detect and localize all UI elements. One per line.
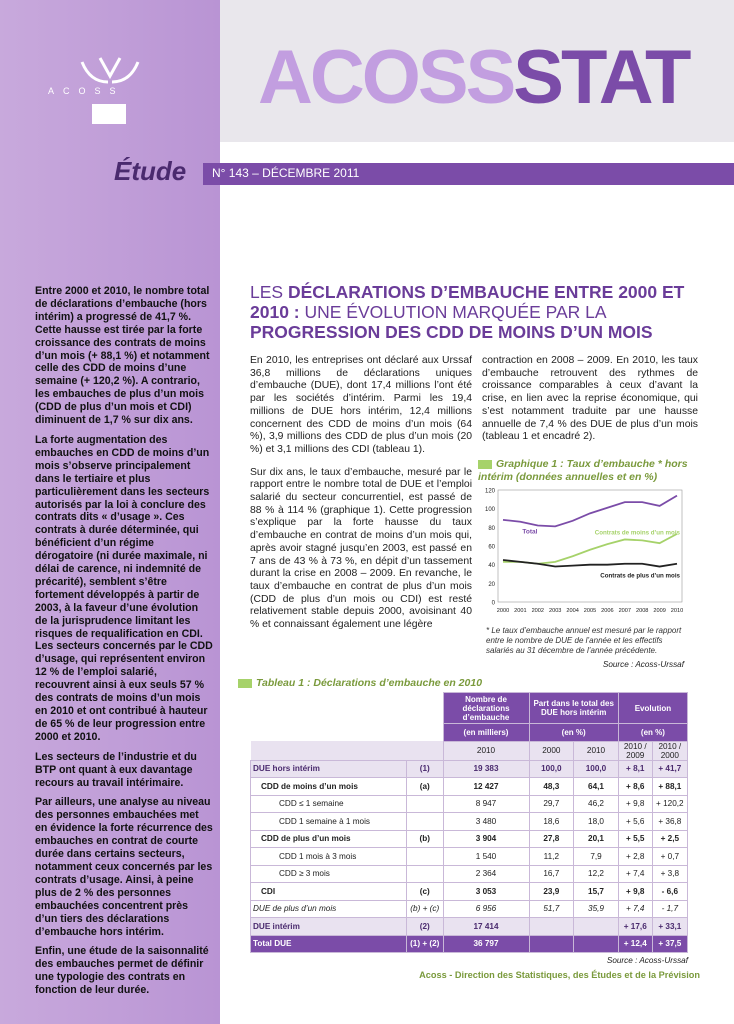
header-unit: (en milliers) — [443, 724, 529, 742]
row-code — [407, 795, 444, 813]
row-value: + 3,8 — [652, 865, 687, 883]
year-header: 2010 — [443, 741, 529, 760]
row-value: 51,7 — [529, 900, 574, 918]
row-value: 64,1 — [574, 778, 619, 796]
row-value: 18,0 — [574, 813, 619, 831]
row-code — [407, 848, 444, 866]
section-label: Étude — [114, 156, 187, 186]
row-value: 17 414 — [443, 918, 529, 936]
brand-part2: STAT — [513, 35, 689, 120]
row-value: 46,2 — [574, 795, 619, 813]
series-label: Total — [522, 528, 538, 536]
title-part: DÉCLARATIONS D’EMBAUCHE ENTRE 2000 ET 2010 : — [250, 282, 685, 322]
row-label: CDD 1 mois à 3 mois — [251, 848, 407, 866]
row-label: DUE hors intérim — [251, 760, 407, 778]
x-tick-label: 2004 — [566, 608, 579, 614]
row-value: - 6,6 — [652, 883, 687, 901]
row-value: 1 540 — [443, 848, 529, 866]
table-title: Tableau 1 : Déclarations d’embauche en 2010 — [238, 677, 708, 689]
row-value — [529, 918, 574, 936]
table-row — [251, 935, 688, 953]
summary-paragraph: Entre 2000 et 2010, le nombre total de déclarations d’embauche (hors intérim) a progressé de 41,7 %. Cette hausse est tirée par la forte croissance des contrats de moins d’un mois (+ 88,1 %) et notamment celle des CDD de moins d’une semaine (+ 120,2 %). A contrario, les embauches de plus d’un mois (CDD de plus d’un mois et CDI) diminuent de 1,7 % sur dix ans. — [35, 285, 210, 427]
table-row — [251, 883, 688, 901]
year-header: 2010 — [574, 741, 619, 760]
row-code: (2) — [407, 918, 444, 936]
footer: Acoss - Direction des Statistiques, des Études et de la Prévision — [419, 970, 700, 980]
year-header: 2010 / 2009 — [618, 741, 652, 760]
x-tick-label: 2006 — [601, 608, 614, 614]
row-label: CDI — [251, 883, 407, 901]
chart-note: * Le taux d’embauche annuel est mesuré par le rapport entre le nombre de DUE de l’année et les effectifs salariés au 31 décembre de l’année précédente. — [486, 626, 682, 655]
row-value: + 9,8 — [618, 883, 652, 901]
brand-part1: ACOSS — [258, 35, 514, 120]
row-code — [407, 813, 444, 831]
row-label: DUE de plus d’un mois — [251, 900, 407, 918]
row-value: + 5,6 — [618, 813, 652, 831]
x-tick-label: 2008 — [635, 608, 649, 614]
header-part: Part dans le total des DUE hors intérim — [529, 693, 618, 724]
row-value: 8 947 — [443, 795, 529, 813]
data-table — [250, 692, 688, 953]
y-tick-label: 80 — [488, 525, 495, 532]
row-value: + 41,7 — [652, 760, 687, 778]
issue-number: N° 143 – DÉCEMBRE 2011 — [212, 166, 360, 180]
x-tick-label: 2003 — [548, 608, 562, 614]
row-value: + 37,5 — [652, 935, 687, 953]
chart — [478, 484, 688, 624]
row-value: 3 480 — [443, 813, 529, 831]
x-tick-label: 2007 — [618, 608, 632, 614]
row-value: - 1,7 — [652, 900, 687, 918]
row-value: 7,9 — [574, 848, 619, 866]
body-column-2 — [482, 355, 698, 444]
table-row — [251, 865, 688, 883]
row-code: (b) — [407, 830, 444, 848]
row-value: + 8,6 — [618, 778, 652, 796]
row-value: 12 427 — [443, 778, 529, 796]
table-row — [251, 918, 688, 936]
table-row — [251, 778, 688, 796]
row-value — [574, 935, 619, 953]
row-label: Total DUE — [251, 935, 407, 953]
row-value: 23,9 — [529, 883, 574, 901]
row-value: 100,0 — [529, 760, 574, 778]
chart-title: Graphique 1 : Taux d’embauche * hors intérim (données annuelles et en %) — [478, 458, 688, 483]
table-source: Source : Acoss-Urssaf — [606, 956, 688, 965]
row-value: + 120,2 — [652, 795, 687, 813]
title-part: UNE ÉVOLUTION MARQUÉE PAR LA — [299, 302, 606, 322]
row-value — [529, 935, 574, 953]
row-code: (a) — [407, 778, 444, 796]
article-title — [250, 282, 690, 342]
row-value: + 12,4 — [618, 935, 652, 953]
row-value: 3 904 — [443, 830, 529, 848]
y-tick-label: 0 — [491, 600, 495, 607]
row-value: + 17,6 — [618, 918, 652, 936]
row-value: 15,7 — [574, 883, 619, 901]
series-label: Contrats de plus d’un mois — [600, 572, 680, 580]
header-unit: (en %) — [529, 724, 618, 742]
x-tick-label: 2005 — [583, 608, 597, 614]
y-tick-label: 100 — [484, 507, 495, 514]
plot-area — [498, 490, 682, 602]
x-tick-label: 2001 — [514, 608, 527, 614]
row-value: + 2,5 — [652, 830, 687, 848]
header-evolution: Evolution — [618, 693, 687, 724]
row-value — [574, 918, 619, 936]
row-value: 6 956 — [443, 900, 529, 918]
row-value: 12,2 — [574, 865, 619, 883]
title-part: PROGRESSION DES CDD DE MOINS D’UN MOIS — [250, 322, 653, 342]
brand-title — [258, 35, 689, 120]
summary-paragraph: La forte augmentation des embauches en CDD de moins d’un mois s’observe principalement dans le tertiaire et plus particulièrement dans les secteurs autorisés par la loi à conclure des contrats dits « d’usage ». Ces contrats à durée déterminée, qui bénéficient d’un régime dérogatoire (ni durée maximale, ni délai de carence, ni indemnité de précarité), semblent s’être fortement développés à partir de 2003, à la faveur d’une évolution de la jurisprudence limitant les risques de requalification en CDI. Les secteurs concernés par le CDD d’usage, qui représentent environ 12 % de l’emploi salarié, recouvrent ainsi à eux seuls 57 % des contrats de moins d’un mois en 2010 et ont contribué à hauteur de 65 % de leur progression entre 2000 et 2010. — [35, 433, 213, 743]
row-code: (1) — [407, 760, 444, 778]
row-value: 19 383 — [443, 760, 529, 778]
body-paragraph: En 2010, les entreprises ont déclaré aux Urssaf 36,8 millions de déclarations uniques d’embauche (DUE), dont 17,4 millions l’ont été par les sociétés d’intérim. Parmi les 19,4 millions de DUE hors intérim, 12,4 millions concernent des CDD de moins d’un mois (64 %), 3,9 millions des CDD de plus d’un mois (20 %) et 3,1 millions des CDI (tableau 1). — [250, 355, 472, 455]
row-label: CDD ≤ 1 semaine — [251, 795, 407, 813]
row-value: 48,3 — [529, 778, 574, 796]
row-value: 100,0 — [574, 760, 619, 778]
table-row — [251, 830, 688, 848]
y-tick-label: 20 — [488, 581, 495, 588]
row-value: 27,8 — [529, 830, 574, 848]
summary-paragraph: Les secteurs de l’industrie et du BTP ont quant à eux davantage recours au travail intérimaire. — [35, 750, 197, 789]
row-code: (b) + (c) — [407, 900, 444, 918]
year-header: 2010 / 2000 — [652, 741, 687, 760]
header-nombre: Nombre de déclarations d’embauche — [443, 693, 529, 724]
row-value: 16,7 — [529, 865, 574, 883]
y-tick-label: 60 — [488, 544, 495, 551]
row-label: CDD de moins d’un mois — [251, 778, 407, 796]
y-tick-label: 120 — [484, 488, 495, 495]
logo-text: ACOSS — [48, 86, 125, 96]
row-value: 35,9 — [574, 900, 619, 918]
row-label: CDD de plus d’un mois — [251, 830, 407, 848]
body-paragraph: contraction en 2008 – 2009. En 2010, les taux d’embauche retrouvent des rythmes de croissance comparables à ceux d’avant la crise, en lien avec la reprise économique, qui s’est notamment traduite par une hausse annuelle de 7,4 % des DUE de plus d’un mois (tableau 1 et encadré 2). — [482, 355, 698, 443]
year-header: 2000 — [529, 741, 574, 760]
row-code: (1) + (2) — [407, 935, 444, 953]
row-value: 20,1 — [574, 830, 619, 848]
row-value: 3 053 — [443, 883, 529, 901]
row-value: + 9,8 — [618, 795, 652, 813]
summary-paragraph: Par ailleurs, une analyse au niveau des personnes embauchées met en évidence la forte récurrence des embauches en contrat de courte durée dans certains secteurs, notamment ceux concernés par les contrats d’usage. Ainsi, à peine plus de 2 % des personnes embauchées concentrent près d’un tiers des déclarations d’embauche hors intérim. — [35, 796, 213, 938]
row-value: 2 364 — [443, 865, 529, 883]
series-label: Contrats de moins d’un mois — [594, 529, 680, 537]
y-tick-label: 40 — [488, 563, 495, 570]
x-tick-label: 2010 — [670, 608, 684, 614]
row-value: + 7,4 — [618, 865, 652, 883]
row-code — [407, 865, 444, 883]
row-value: + 88,1 — [652, 778, 687, 796]
row-value: + 2,8 — [618, 848, 652, 866]
row-value: 11,2 — [529, 848, 574, 866]
row-label: CDD ≥ 3 mois — [251, 865, 407, 883]
header-unit: (en %) — [618, 724, 687, 742]
body-column-1 — [250, 355, 472, 642]
summary-paragraph: Enfin, une étude de la saisonnalité des embauches permet de définir une typologie des contrats en fonction de leur durée. — [35, 945, 209, 997]
row-value: + 5,5 — [618, 830, 652, 848]
row-label: DUE intérim — [251, 918, 407, 936]
table-row — [251, 813, 688, 831]
row-value: 18,6 — [529, 813, 574, 831]
table-row — [251, 848, 688, 866]
row-value: + 8,1 — [618, 760, 652, 778]
row-value: 29,7 — [529, 795, 574, 813]
table-row — [251, 795, 688, 813]
title-part: LES — [250, 282, 288, 302]
chart-source: Source : Acoss-Urssaf — [602, 660, 684, 669]
x-tick-label: 2000 — [496, 608, 510, 614]
body-paragraph: Sur dix ans, le taux d’embauche, mesuré par le rapport entre le nombre total de DUE et l’emploi salarié du secteur concurrentiel, est passé de 88 % à 114 % (graphique 1). Cette progression s’explique par la forte hausse du taux d’embauche en contrat de moins d’un mois qui, après avoir stagné jusqu’en 2003, est passé en 7 ans de 43 % à 73 %, en dépit d’un tassement durant la crise en 2008 – 2009. En revanche, le taux d’embauche en contrat de plus d’un mois (CDD de plus d’un mois ou CDI) est resté relativement stable depuis 2000, avoisinant 40 % et connaissant également une légère — [250, 466, 472, 631]
row-value: + 36,8 — [652, 813, 687, 831]
table-row — [251, 900, 688, 918]
row-label: CDD 1 semaine à 1 mois — [251, 813, 407, 831]
row-value: + 33,1 — [652, 918, 687, 936]
x-tick-label: 2002 — [531, 608, 545, 614]
row-value: 36 797 — [443, 935, 529, 953]
x-tick-label: 2009 — [653, 608, 666, 614]
row-code: (c) — [407, 883, 444, 901]
summary — [35, 285, 213, 1004]
table-row — [251, 760, 688, 778]
row-value: + 0,7 — [652, 848, 687, 866]
row-value: + 7,4 — [618, 900, 652, 918]
